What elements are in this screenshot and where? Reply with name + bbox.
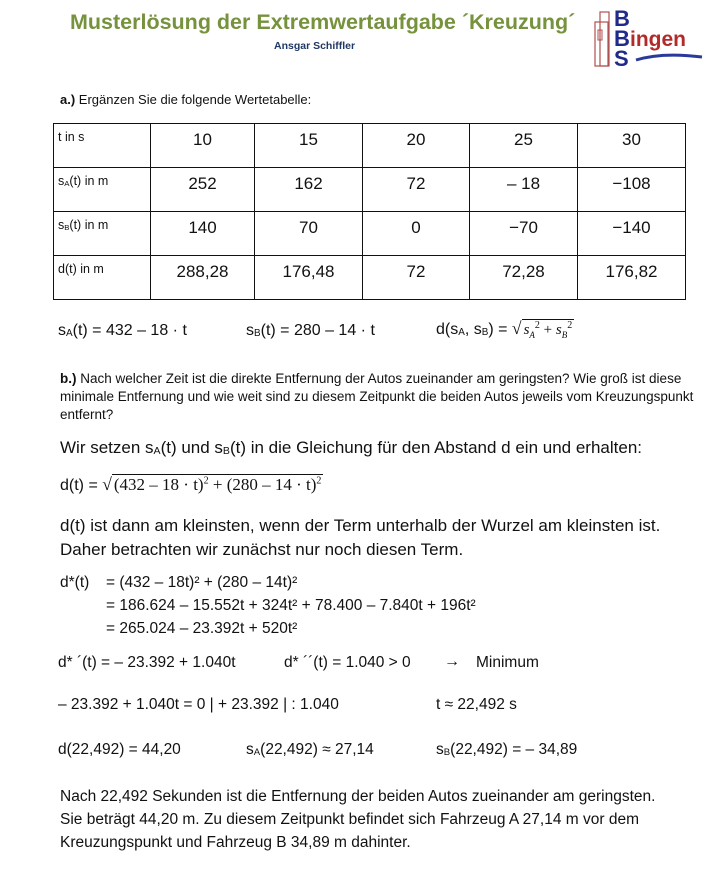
- logo-text-ingen: ingen: [630, 28, 686, 51]
- dstar-line-3: = 265.024 – 23.392t + 520t²: [106, 620, 298, 637]
- table-row-d: [54, 256, 686, 300]
- intro-sub-b: B: [222, 445, 230, 458]
- radicand-sa-exp: 2: [534, 320, 540, 331]
- minimum-result: Minimum: [476, 654, 539, 671]
- row-header-suffix: (t) in m: [69, 174, 109, 188]
- solve-equation: – 23.392 + 1.040t = 0 | + 23.392 | : 1.040: [58, 696, 339, 713]
- table-cell: 288,28: [151, 256, 255, 300]
- row-header-subscript: B: [64, 222, 70, 232]
- distance-term-1: (432 – 18 · t): [113, 475, 204, 494]
- sqrt-symbol-icon: √: [102, 474, 112, 494]
- row-header-subscript: A: [64, 178, 70, 188]
- table-cell: 140: [151, 212, 255, 256]
- bbs-bingen-logo: [592, 8, 704, 70]
- radicand-sa-sub: A: [529, 330, 535, 340]
- table-row-t: [54, 124, 686, 168]
- table-cell: 10: [151, 124, 255, 168]
- row-header-text: t in s: [58, 130, 85, 144]
- table-cell: 0: [363, 212, 470, 256]
- radicand-sb: s: [555, 322, 562, 338]
- radicand-plus: +: [539, 322, 556, 338]
- dstar-line-1: = (432 – 18t)² + (280 – 14t)²: [106, 574, 298, 591]
- formula-d-mid: , s: [464, 321, 482, 338]
- table-cell: 70: [255, 212, 363, 256]
- task-a-instruction: [60, 92, 311, 107]
- task-b-question: [60, 370, 720, 424]
- formula-sb: [246, 322, 375, 340]
- table-cell: 176,82: [578, 256, 686, 300]
- value-sa: [246, 741, 374, 759]
- table-cell: −140: [578, 212, 686, 256]
- value-sb: [436, 741, 577, 759]
- arrow-right-icon: →: [444, 653, 460, 670]
- logo-letter-b2: B: [614, 26, 630, 51]
- value-sa-rest: (22,492) ≈ 27,14: [260, 741, 374, 758]
- table-cell: 176,48: [255, 256, 363, 300]
- value-sb-s: s: [436, 741, 444, 758]
- table-cell: 72: [363, 256, 470, 300]
- table-cell: −108: [578, 168, 686, 212]
- second-derivative: d* ´´(t) = 1.040 > 0: [284, 654, 411, 671]
- intro-text-2: (t) und s: [160, 438, 223, 457]
- table-cell: 72,28: [470, 256, 578, 300]
- table-cell: 252: [151, 168, 255, 212]
- formula-d-post: ) =: [488, 321, 512, 338]
- formula-sa: [58, 322, 187, 340]
- row-header-text: s: [58, 218, 65, 232]
- intro-sentence: [60, 438, 642, 458]
- radicand-sb-sub: B: [561, 330, 568, 340]
- intro-text-3: (t) in die Gleichung für den Abstand d ein und erhalten:: [229, 438, 643, 457]
- solve-result: t ≈ 22,492 s: [436, 696, 517, 713]
- dstar-line-2: = 186.624 – 15.552t + 324t² + 78.400 – 7.840t + 196t²: [106, 597, 476, 614]
- value-d: d(22,492) = 44,20: [58, 741, 181, 758]
- table-cell: 25: [470, 124, 578, 168]
- distance-term-2-exp: 2: [316, 475, 322, 487]
- value-table: [53, 123, 686, 300]
- explanation-line-2: Daher betrachten wir zunächst nur noch diesen Term.: [60, 540, 464, 559]
- distance-equation: [60, 474, 323, 495]
- table-cell: 162: [255, 168, 363, 212]
- table-cell: 30: [578, 124, 686, 168]
- sqrt-symbol-icon: √: [511, 318, 522, 338]
- formula-sb-s: s: [246, 322, 254, 339]
- conclusion-line-3: Kreuzungspunkt und Fahrzeug B 34,89 m dahinter.: [60, 834, 411, 851]
- row-header: [54, 168, 151, 212]
- formula-sa-s: s: [58, 322, 66, 339]
- task-a-text: Ergänzen Sie die folgende Wertetabelle:: [78, 92, 312, 107]
- radicand: [522, 319, 575, 340]
- table-cell: – 18: [470, 168, 578, 212]
- table-cell: 20: [363, 124, 470, 168]
- value-sb-rest: (22,492) = – 34,89: [450, 741, 578, 758]
- row-header-text: d(t) in m: [58, 262, 104, 276]
- formula-d-pre: d(s: [436, 321, 459, 338]
- formula-sb-sub: B: [254, 327, 261, 339]
- value-sa-sub: A: [253, 746, 261, 758]
- task-b-text: Nach welcher Zeit ist die direkte Entfernung der Autos zueinander am geringsten? Wie groß ist diese minimale Entfernung und wie weit sind zu diesem Zeitpunkt die beiden Autos jeweils vom Kreuzungspunkt entfernt?: [60, 371, 694, 422]
- distance-term-1-exp: 2: [203, 475, 209, 487]
- row-header: [54, 212, 151, 256]
- document-title: Musterlösung der Extremwertaufgabe ´Kreuzung´: [70, 10, 576, 34]
- radicand-sb-exp: 2: [567, 320, 573, 331]
- formula-sb-rest: (t) = 280 – 14 · t: [260, 322, 375, 339]
- conclusion-line-2: Sie beträgt 44,20 m. Zu diesem Zeitpunkt befindet sich Fahrzeug A 27,14 m vor dem: [60, 811, 639, 828]
- row-header-suffix: (t) in m: [69, 218, 109, 232]
- formula-sa-sub: A: [66, 327, 73, 339]
- dstar-lhs: d*(t): [60, 574, 90, 591]
- row-header: [54, 124, 151, 168]
- value-sb-sub: B: [443, 746, 451, 758]
- distance-eq-lhs: d(t) =: [60, 477, 103, 494]
- table-cell: 72: [363, 168, 470, 212]
- row-header-text: s: [58, 174, 65, 188]
- row-header: [54, 256, 151, 300]
- formula-sa-rest: (t) = 432 – 18 · t: [72, 322, 187, 339]
- formula-distance: [436, 318, 574, 340]
- value-sa-s: s: [246, 741, 254, 758]
- explanation-line-1: d(t) ist dann am kleinsten, wenn der Term unterhalb der Wurzel am kleinsten ist.: [60, 516, 661, 535]
- task-b-label: b.): [60, 371, 77, 386]
- logo-letter-b1: B: [614, 6, 630, 31]
- conclusion-line-1: Nach 22,492 Sekunden ist die Entfernung der beiden Autos zueinander am geringsten.: [60, 788, 656, 805]
- author-name: Ansgar Schiffler: [274, 40, 356, 52]
- distance-term-2: (280 – 14 · t): [226, 475, 317, 494]
- intro-sub-a: A: [153, 445, 161, 458]
- table-row-sa: [54, 168, 686, 212]
- table-cell: −70: [470, 212, 578, 256]
- radicand-sa: s: [523, 322, 530, 338]
- table-cell: 15: [255, 124, 363, 168]
- task-a-label: a.): [60, 92, 76, 107]
- formula-d-subA: A: [458, 326, 465, 338]
- distance-radicand: [112, 474, 324, 495]
- table-row-sb: [54, 212, 686, 256]
- intro-text-1: Wir setzen s: [60, 438, 154, 457]
- distance-plus: +: [208, 475, 227, 494]
- first-derivative: d* ´(t) = – 23.392 + 1.040t: [58, 654, 236, 671]
- logo-letter-s: S: [614, 46, 629, 71]
- formula-d-subB: B: [481, 326, 489, 338]
